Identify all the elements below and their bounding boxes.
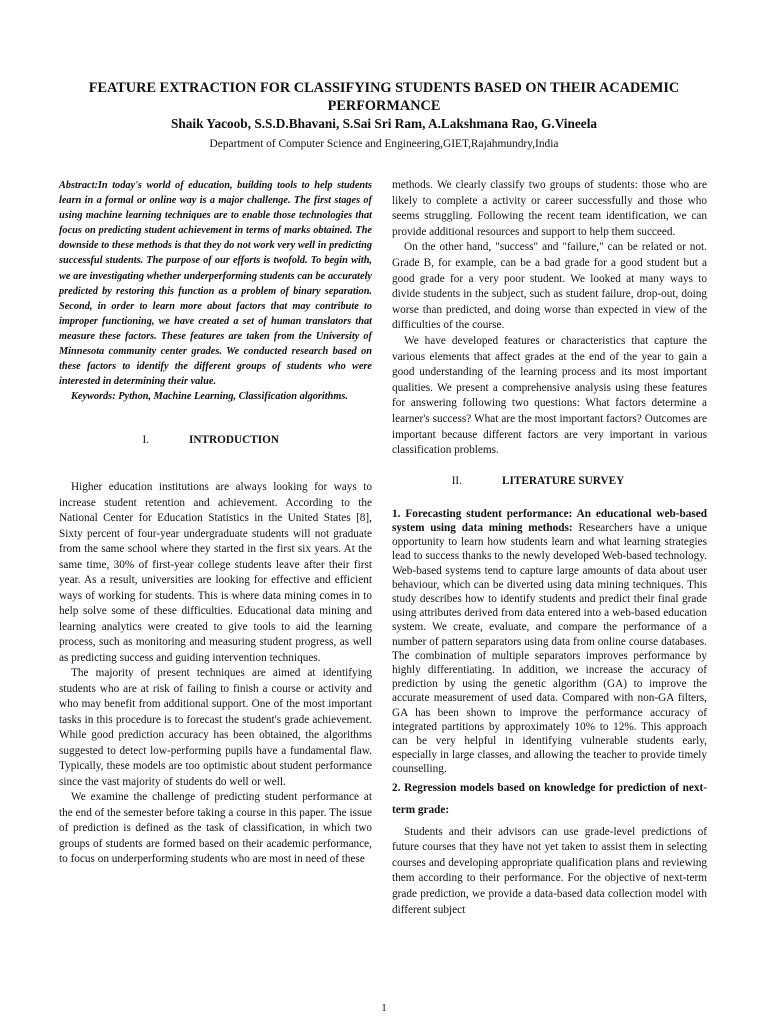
intro-paragraph-2: The majority of present techniques are aimed at identifying students who are at risk of failing to finish a course or activity and who may benefit from additional support. One of the most important tasks in this procedure is to forecast the student's grade achievement. While good prediction accuracy has been obtained, the algorithms suggested to detect low-performing pupils have a fundamental flaw. Typically, these models are too optimistic about student performance since the vast majority of students do well or well.: [59, 667, 372, 788]
intro-paragraph-3: We examine the challenge of predicting student performance at the end of the semester before taking a course in this paper. The issue of prediction is defined as the task of classification, in which two groups of students are formed based on their academic performance, to focus on underperforming students who are most in need of these: [59, 791, 372, 866]
right-column: [392, 178, 707, 918]
lit-item-2-body: Students and their advisors can use grade-level predictions of future courses that they have not yet taken to assist them in selecting courses and developing appropriate qualification plans and reviewing them according to their performance. For the objective of next-term grade prediction, we provide a data-based data collection model with different subject: [392, 825, 707, 916]
section-title: INTRODUCTION: [189, 434, 280, 447]
abstract-body: In today's world of education, building tools to help students learn in a formal or online way is a major challenge. The first stages of using machine learning techniques are to enable those technologies that focus on predicting student achievement in terms of marks obtained. The downside to these methods is that they do not work very well in predicting successful students. The purpose of our efforts is twofold. To begin with, we are investigating whether underperforming students can be accurately predicted by restoring this function as a problem of binary separation. Second, in order to learn more about factors that may contribute to improper functioning, we have created a set of human translators that measure these factors. These features are taken from the University of Minnesota community center grades. We conducted research based on these factors to identify the different groups of students who were interested in determining their value.: [59, 180, 372, 388]
page-number: 1: [381, 1002, 387, 1014]
keywords-list: : Python, Machine Learning, Classification algorithms.: [112, 391, 348, 403]
intro-paragraph-5: On the other hand, "success" and "failure," can be related or not. Grade B, for example, can be a bad grade for a good student but a good grade for a very poor student. We looked at many ways to divide students in the subject, such as student failure, drop-out, doing worse than predicted, and doing worse than expected in view of the difficulties of the course.: [392, 241, 707, 332]
abstract-label: Abstract:: [59, 180, 98, 191]
keywords-label: Keywords: [71, 391, 113, 403]
left-column: [59, 178, 372, 868]
author-list: Shaik Yacoob, S.S.D.Bhavani, S.Sai Sri Ram, A.Lakshmana Rao, G.Vineela: [170, 116, 598, 131]
intro-paragraph-6: We have developed features or characteristics that capture the various elements that affect grades at the end of the year to gain a good understanding of the learning process and its most important qualities. We present a comprehensive analysis using these features for answering following two questions: What factors determine a learner's success? What are the most important factors? Outcomes are important because different factors are very important in various classification problems.: [392, 334, 707, 457]
lit-item-2-title: 2. Regression models based on knowledge for prediction of next-term grade:: [392, 781, 707, 816]
lit-item-1: [392, 507, 707, 777]
paper-title: FEATURE EXTRACTION FOR CLASSIFYING STUDENTS BASED ON THEIR ACADEMIC PERFORMANCE: [88, 80, 680, 114]
abstract: [59, 178, 372, 389]
lit-item-1-body: Researchers have a unique opportunity to learn how students learn and what learning strategies lead to success thanks to the newly developed Web-based technology. Web-based systems tend to capture large amounts of data about user behaviour, which can be diverted using data mining techniques. This study describes how to identify students and predict their final grade using attributes derived from data entered into a web-based education system. We create, evaluate, and compare the performance of a number of pattern separators using data from online course databases. The combination of multiple separators improves performance by highly differentiating. In addition, we increase the accuracy of prediction by using the genetic algorithm (GA) to improve the accurate measurement of used data. Compared with non-GA filters, GA has been shown to improve the performance accuracy of integrated partitions by approximately 10% to 12%. This approach can be very helpful in identifying vulnerable students early, especially in large classes, and allowing the teacher to provide timely counselling.: [392, 521, 707, 776]
affiliation: Department of Computer Science and Engineering,GIET,Rajahmundry,India: [209, 138, 559, 150]
keywords: [59, 389, 372, 404]
section-heading-introduction: [59, 432, 372, 448]
intro-paragraph-4: methods. We clearly classify two groups of students: those who are likely to complete a activity or career successfully and those who seems struggling. Following the recent team identification, we can provide additional resources and support to help them succeed.: [392, 179, 707, 238]
lit-item-1-title: 1. Forecasting student performance: An educational web-based system using data mining methods:: [392, 507, 707, 534]
section-heading-literature: [392, 473, 707, 489]
section-number: II.: [451, 474, 462, 487]
section-number: I.: [142, 434, 149, 447]
section-title: LITERATURE SURVEY: [502, 474, 625, 487]
intro-paragraph-1: Higher education institutions are always looking for ways to increase student retention and achievement. According to the National Center for Education Statistics in the United States [8], Sixty percent of four-year undergraduate students will not graduate from the same school where they started in the first six years. At the same time, 30% of first-year college students leave after their first year. As a result, universities are looking for effective and efficient ways of working for students. This is where data mining comes in to help solve some of these difficulties. Educational data mining and learning analytics were created to give tools to aid the learning process, such as monitoring and measuring student progress, as well as predicting success and guiding intervention techniques.: [59, 481, 372, 664]
